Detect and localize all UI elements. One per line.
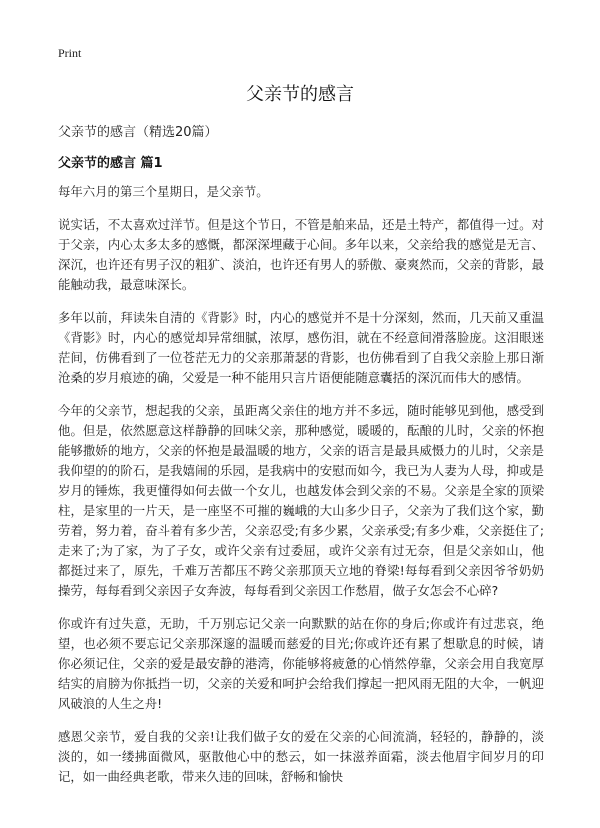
document-subtitle: 父亲节的感言（精选20篇） — [58, 125, 218, 140]
paragraph: 你或许有过失意，无助，千万别忘记父亲一向默默的站在你的身后;你或许有过悲哀，绝望，也必须不要忘记父亲那深邃的温暖而慈爱的目光;你或许还有累了想歇息的时候，请你必须记住，父亲的爱是最安静的港湾，你能够将疲惫的心悄然停靠，父亲会用自我宽厚结实的肩膀为你抵挡一切，父亲的关爱和呵护会给我们撑起一把风雨无阻的大伞，一帆迎风破浪的人生之舟! — [58, 616, 544, 711]
paragraph: 每年六月的第三个星期日，是父亲节。 — [58, 184, 269, 199]
article-body — [58, 182, 544, 800]
paragraph: 说实话，不太喜欢过洋节。但是这个节日，不管是舶来品，还是土特产，都值得一过。对于父亲，内心太多太多的感慨，都深深埋藏于心间。多年以来，父亲给我的感觉是无言、深沉，也许还有男子汉的粗犷、淡泊，也许还有男人的骄傲、豪爽然而，父亲的背影，最能触动我，最意味深长。 — [58, 217, 544, 292]
paragraph: 多年以前，拜读朱自清的《背影》时，内心的感觉并不是十分深刻，然而，几天前又重温《背影》时，内心的感觉却异常细腻，浓厚，感伤泪，就在不经意间滑落脸庞。这泪眼迷茫间，仿佛看到了一位苍茫无力的父亲那萧瑟的背影，也仿佛看到了自我父亲脸上那日渐沧桑的岁月痕迹的确，父爱是一种不能用只言片语便能随意囊括的深沉而伟大的感情。 — [58, 310, 544, 385]
paragraph: 今年的父亲节，想起我的父亲，虽距离父亲住的地方并不多远，随时能够见到他，感受到他。但是，依然愿意这样静静的回味父亲，那种感觉，暖暖的，酝酿的儿时，父亲的怀抱能够撒娇的地方，父亲的怀抱是最温暖的地方，父亲的语言是最具威慑力的儿时，父亲是我仰望的的阶石，是我嬉闹的乐园，是我病中的安慰而如今，我已为人妻为人母，抑或是岁月的锤炼，我更懂得如何去做一个女儿，也越发体会到父亲的不易。父亲是全家的顶梁柱，是家里的一片天，是一座坚不可摧的巍峨的大山多少日子，父亲为了我们这个家，勤劳着，努力着，奋斗着有多少苦，父亲忍受;有多少累，父亲承受;有多少难，父亲挺住了;走来了;为了家，为了子女，或许父亲有过委屈，或许父亲有过无奈，但是父亲如山，他都挺过来了，原先，千难万苦都压不跨父亲那顶天立地的脊梁!每每看到父亲因爷爷奶奶操劳，每每看到父亲因子女奔波，每每看到父亲因工作愁眉，做子女怎会不心碎? — [58, 403, 544, 598]
paragraph: 感恩父亲节，爱自我的父亲!让我们做子女的爱在父亲的心间流淌，轻轻的，静静的，淡淡的，如一缕拂面微风，驱散他心中的愁云，如一抹滋养面霜，淡去他眉宇间岁月的印记，如一曲经典老歌，带来久违的回味，舒畅和愉快 — [58, 729, 544, 784]
print-label[interactable]: Print — [58, 46, 82, 60]
section-heading: 父亲节的感言 篇1 — [58, 156, 163, 171]
page-title: 父亲节的感言 — [246, 84, 354, 105]
